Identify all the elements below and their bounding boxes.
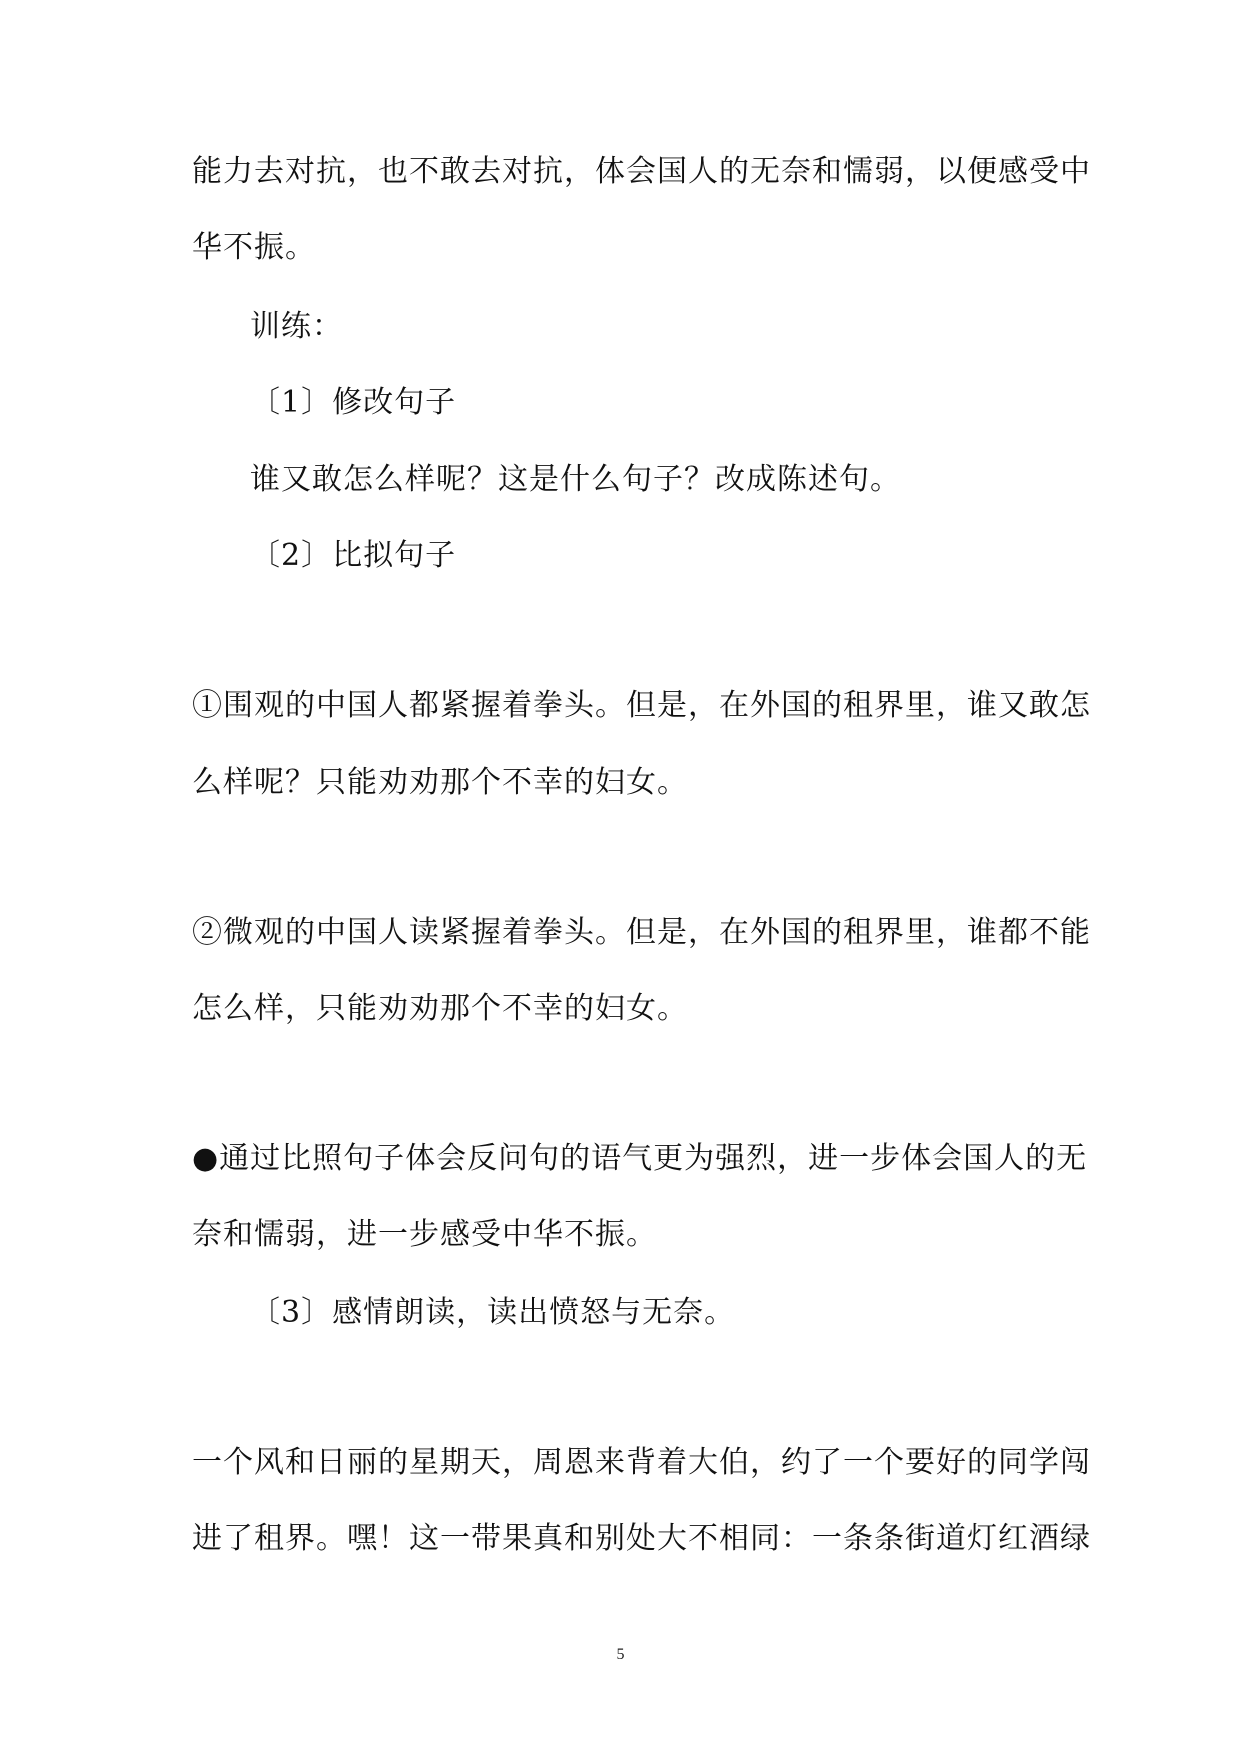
training-heading: 训练： [250,309,343,344]
exercise-heading: 〔1〕修改句子 [250,385,457,420]
bullet-note-cont: 奈和懦弱，进一步感受中华不振。 [192,1217,657,1252]
example-sentence-1: ①围观的中国人都紧握着拳头。但是，在外国的租界里，谁又敢怎 [192,688,1091,723]
example-sentence-2: ②微观的中国人读紧握着拳头。但是，在外国的租界里，谁都不能 [192,915,1091,950]
paragraph-line: 一个风和日丽的星期天，周恩来背着大伯，约了一个要好的同学闯 [192,1445,1091,1480]
bullet-note: ●通过比照句子体会反问句的语气更为强烈，进一步体会国人的无 [192,1141,1088,1176]
exercise-heading: 〔3〕感情朗读，读出愤怒与无奈。 [250,1295,736,1330]
example-sentence-1-cont: 么样呢？只能劝劝那个不幸的妇女。 [192,765,688,800]
paragraph-line: 能力去对抗，也不敢去对抗，体会国人的无奈和懦弱，以便感受中 [192,154,1091,189]
example-sentence-2-cont: 怎么样，只能劝劝那个不幸的妇女。 [192,991,688,1026]
exercise-heading: 〔2〕比拟句子 [250,538,457,573]
paragraph-line: 进了租界。嘿！这一带果真和别处大不相同：一条条街道灯红酒绿 [192,1521,1091,1556]
exercise-prompt: 谁又敢怎么样呢？这是什么句子？改成陈述句。 [250,462,901,497]
page-number: 5 [616,1646,625,1663]
paragraph-line: 华不振。 [192,230,316,265]
